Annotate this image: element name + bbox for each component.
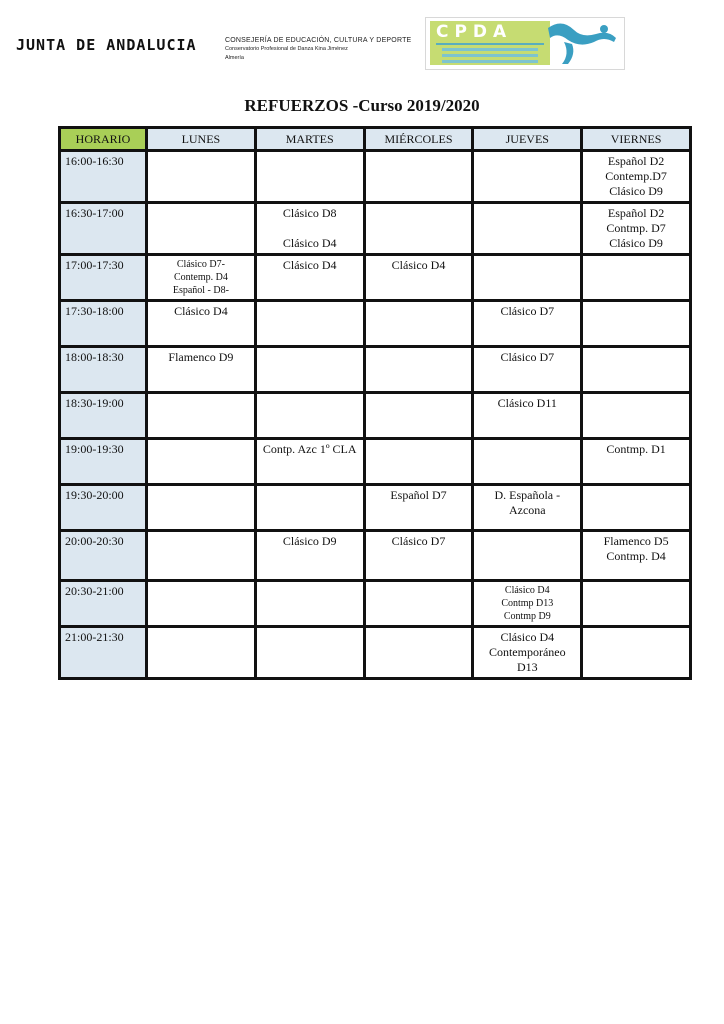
table-cell: [366, 394, 472, 437]
cpda-logo-text: CPDA: [436, 22, 513, 42]
cpda-logo: [425, 17, 625, 70]
table-cell: [257, 348, 363, 391]
column-header-viernes: VIERNES: [583, 129, 689, 149]
city-name: Almería: [225, 55, 244, 61]
table-cell: [474, 532, 580, 579]
schedule-cell: Clásico D4: [174, 304, 228, 318]
table-cell: [366, 152, 472, 201]
table-cell: [257, 152, 363, 201]
table-cell: [583, 486, 689, 529]
table-cell: [366, 256, 472, 299]
time-slot: 20:30-21:00: [61, 582, 145, 625]
schedule-cell: Clásico D9: [282, 534, 337, 548]
table-cell: [257, 582, 363, 625]
schedule-cell: Español D7: [390, 488, 447, 502]
table-cell: [366, 486, 472, 529]
column-header-martes: MARTES: [257, 129, 363, 149]
table-row: [61, 348, 689, 391]
logo-stripes: [436, 43, 544, 63]
schedule-cell: D. Española - Azcona: [494, 488, 561, 517]
table-cell: [474, 256, 580, 299]
schedule-cell: Clásico D4: [391, 258, 446, 272]
table-row: [61, 394, 689, 437]
schedule-cell: Clásico D8 Clásico D4: [282, 206, 337, 250]
schedule-cell: Clásico D7: [391, 534, 446, 548]
table-cell: [583, 204, 689, 253]
column-header-horario: HORARIO: [61, 129, 145, 149]
table-cell: [257, 628, 363, 677]
table-cell: [148, 394, 254, 437]
table-cell: [583, 152, 689, 201]
table-row: [61, 486, 689, 529]
column-header-jueves: JUEVES: [474, 129, 580, 149]
table-cell: [474, 348, 580, 391]
consejeria-name: CONSEJERÍA DE EDUCACIÓN, CULTURA Y DEPORTE: [225, 37, 412, 44]
table-cell: [148, 582, 254, 625]
table-cell: [366, 628, 472, 677]
time-slot: 19:30-20:00: [61, 486, 145, 529]
table-cell: [474, 486, 580, 529]
table-cell: [474, 440, 580, 483]
time-slot: 18:30-19:00: [61, 394, 145, 437]
table-cell: [583, 256, 689, 299]
table-cell: [257, 302, 363, 345]
table-row: [61, 204, 689, 253]
table-cell: [257, 440, 363, 483]
table-cell: [366, 348, 472, 391]
schedule-cell: Español D2 Contmp. D7 Clásico D9: [606, 206, 666, 250]
schedule-cell: Clásico D4 Contemporáneo D13: [488, 630, 566, 674]
time-slot: 18:00-18:30: [61, 348, 145, 391]
table-cell: [148, 440, 254, 483]
time-slot: 16:00-16:30: [61, 152, 145, 201]
table-cell: [474, 582, 580, 625]
table-cell: [257, 394, 363, 437]
dancer-icon: [544, 20, 620, 66]
schedule-cell: Flamenco D5 Contmp. D4: [603, 534, 669, 563]
table-cell: [474, 204, 580, 253]
table-row: [61, 152, 689, 201]
table-cell: [583, 348, 689, 391]
table-cell: [148, 532, 254, 579]
schedule-cell: Clásico D7: [500, 304, 555, 318]
table-cell: [148, 204, 254, 253]
page-title: REFUERZOS -Curso 2019/2020: [244, 96, 480, 115]
schedule-cell: Contmp. D1: [606, 442, 666, 456]
table-cell: [257, 532, 363, 579]
table-cell: [366, 204, 472, 253]
column-header-miércoles: MIÉRCOLES: [366, 129, 472, 149]
schedule-cell: Clásico D4 Contmp D13 Contmp D9: [501, 585, 554, 622]
table-row: [61, 256, 689, 299]
table-cell: [148, 628, 254, 677]
table-cell: [583, 394, 689, 437]
table-row: [61, 532, 689, 579]
schedule-cell: Español D2 Contemp.D7 Clásico D9: [605, 154, 667, 198]
table-cell: [474, 302, 580, 345]
table-cell: [257, 204, 363, 253]
schedule-cell: Clásico D4: [282, 258, 337, 272]
schedule-cell: Contp. Azc 1º CLA: [262, 442, 357, 456]
time-slot: 20:00-20:30: [61, 532, 145, 579]
table-cell: [583, 440, 689, 483]
table-cell: [583, 532, 689, 579]
table-cell: [583, 628, 689, 677]
table-row: [61, 582, 689, 625]
time-slot: 17:30-18:00: [61, 302, 145, 345]
schedule-cell: Clásico D7- Contemp. D4 Español - D8-: [172, 259, 229, 296]
time-slot: 17:00-17:30: [61, 256, 145, 299]
time-slot: 16:30-17:00: [61, 204, 145, 253]
table-header-row: [61, 129, 689, 149]
table-cell: [583, 582, 689, 625]
schedule-table: [58, 126, 692, 680]
table-row: [61, 440, 689, 483]
junta-logo-text: JUNTA DE ANDALUCIA: [16, 36, 197, 54]
table-cell: [366, 302, 472, 345]
table-cell: [366, 532, 472, 579]
schedule-cell: Clásico D7: [500, 350, 555, 364]
table-cell: [583, 302, 689, 345]
table-cell: [148, 486, 254, 529]
table-cell: [366, 582, 472, 625]
schedule-cell: Clásico D11: [497, 396, 557, 410]
consejeria-block: [225, 36, 415, 63]
schedule-cell: Flamenco D9: [168, 350, 234, 364]
table-cell: [148, 256, 254, 299]
table-cell: [474, 394, 580, 437]
conservatorio-name: Conservatorio Profesional de Danza Kina Jiménez: [225, 46, 348, 52]
table-cell: [366, 440, 472, 483]
table-cell: [257, 486, 363, 529]
table-cell: [148, 302, 254, 345]
table-row: [61, 628, 689, 677]
table-cell: [148, 152, 254, 201]
column-header-lunes: LUNES: [148, 129, 254, 149]
time-slot: 19:00-19:30: [61, 440, 145, 483]
table-cell: [257, 256, 363, 299]
table-cell: [148, 348, 254, 391]
cpda-logo-box: [430, 21, 550, 65]
time-slot: 21:00-21:30: [61, 628, 145, 677]
table-cell: [474, 628, 580, 677]
table-cell: [474, 152, 580, 201]
table-row: [61, 302, 689, 345]
